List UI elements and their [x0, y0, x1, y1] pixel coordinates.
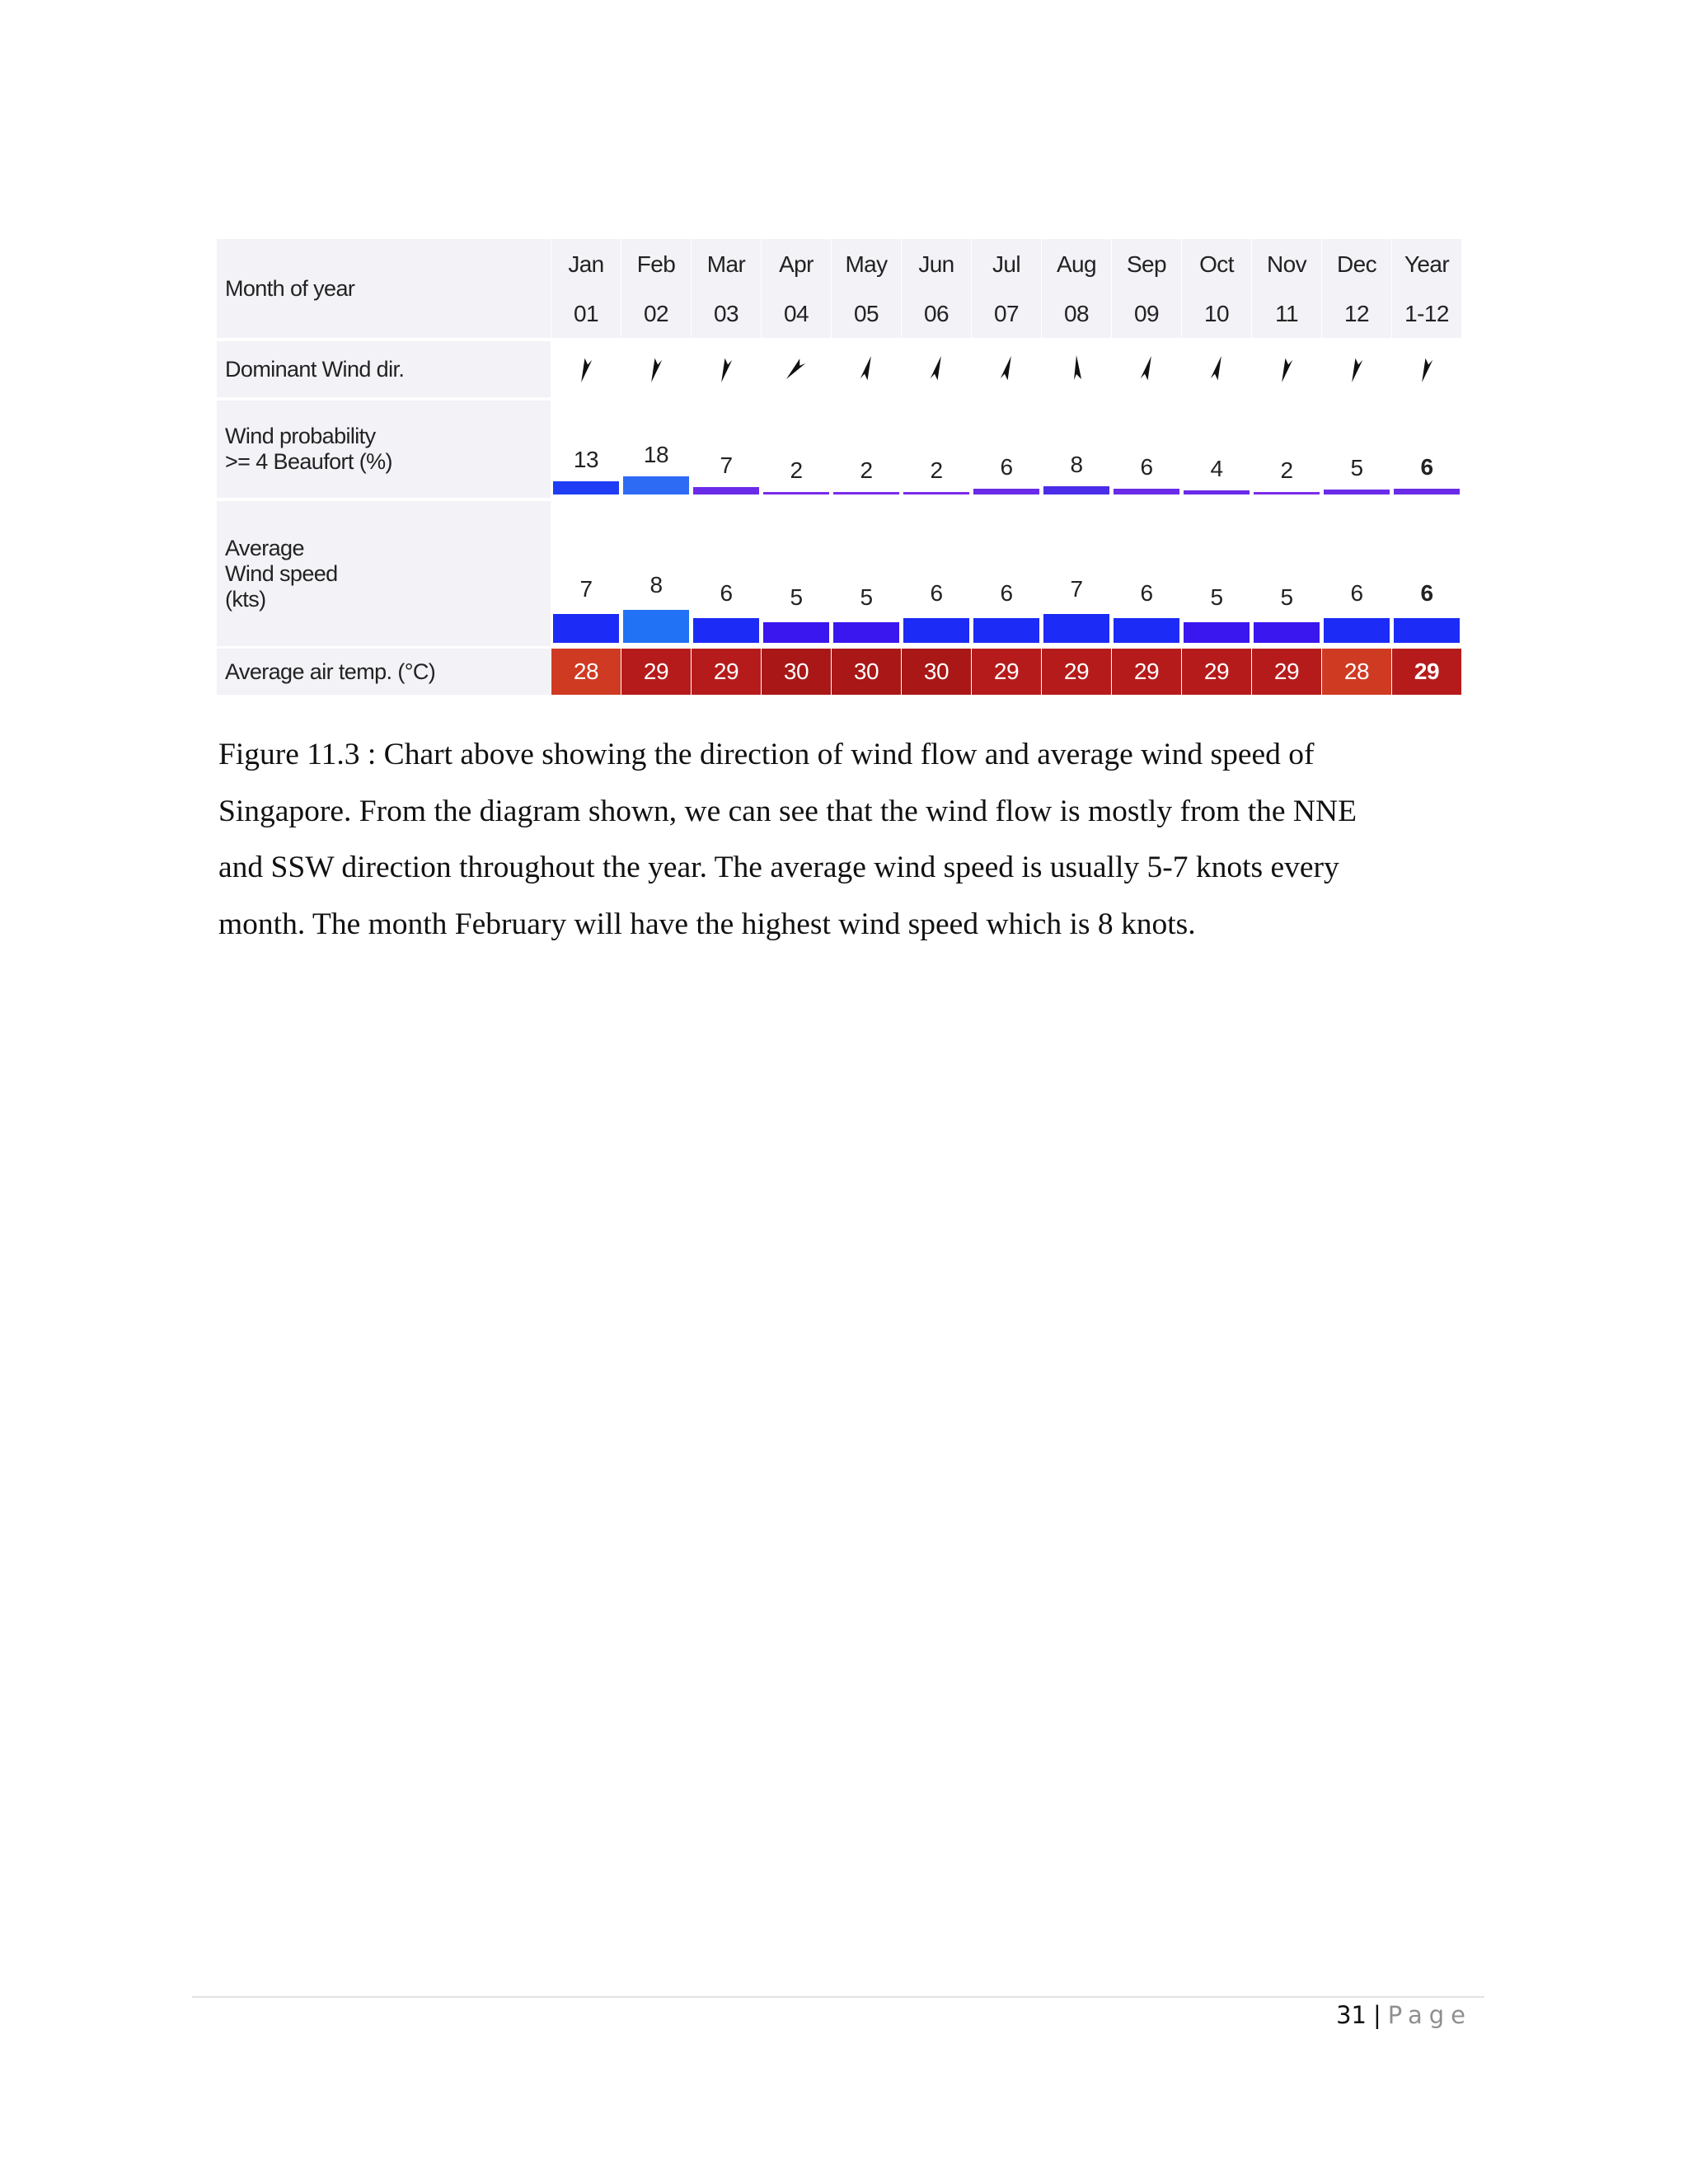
month-name-header: Year	[1392, 239, 1461, 290]
month-name-header: Apr	[762, 239, 831, 290]
arrow-ssw-icon	[714, 353, 738, 386]
arrow-ssw-icon	[1344, 353, 1369, 386]
wind-speed-value: 6	[720, 580, 733, 606]
wind-speed-label	[217, 501, 551, 646]
wind-speed-label-line: Wind speed	[225, 560, 338, 586]
wind-speed-cell	[1182, 501, 1251, 646]
wind-probability-cell	[1392, 401, 1461, 498]
caption-line: month. The month February will have the highest wind speed which is 8 knots.	[218, 907, 1196, 941]
wind-speed-value: 6	[1140, 580, 1153, 606]
wind-speed-label-line: (kts)	[225, 586, 266, 612]
arrow-ssw-icon	[1414, 353, 1439, 386]
month-name-header: May	[832, 239, 901, 290]
month-number-header: 11	[1252, 290, 1321, 338]
air-temp-cell: 28	[1322, 649, 1391, 695]
footer-divider	[192, 1996, 1484, 1998]
month-number-header: 07	[972, 290, 1041, 338]
month-number-header: 1-12	[1392, 290, 1461, 338]
wind-speed-cell	[1042, 501, 1111, 646]
wind-speed-value: 7	[579, 576, 593, 602]
arrow-ssw-icon	[1274, 353, 1299, 386]
wind-probability-value: 6	[1140, 453, 1153, 480]
wind-speed-value: 6	[930, 580, 943, 606]
month-number-header: 09	[1112, 290, 1181, 338]
wind-speed-bar	[553, 614, 619, 643]
month-name-header: Jun	[902, 239, 971, 290]
arrow-nne-icon	[1134, 353, 1159, 386]
wind-direction-cell	[1042, 341, 1111, 397]
wind-probability-bar	[1184, 490, 1250, 494]
wind-probability-bar	[903, 492, 969, 494]
wind-probability-bar	[553, 481, 619, 494]
wind-probability-cell	[1182, 401, 1251, 498]
air-temp-cell: 30	[902, 649, 971, 695]
air-temp-cell: 29	[972, 649, 1041, 695]
arrow-n-icon	[1064, 353, 1089, 386]
air-temp-label	[217, 649, 551, 695]
wind-probability-bar	[833, 492, 899, 494]
air-temp-cell: 29	[1252, 649, 1321, 695]
wind-speed-value: 7	[1070, 576, 1083, 602]
wind-speed-cell	[551, 501, 621, 646]
wind-statistics-table	[217, 239, 1470, 695]
wind-probability-value: 4	[1210, 456, 1223, 481]
wind-speed-cell	[1392, 501, 1461, 646]
wind-direction-cell	[972, 341, 1041, 397]
month-name-header: Nov	[1252, 239, 1321, 290]
wind-speed-bar	[973, 618, 1039, 643]
wind-direction-cell	[1252, 341, 1321, 397]
wind-probability-value: 7	[720, 452, 733, 479]
month-number-header: 03	[692, 290, 761, 338]
month-name-header: Aug	[1042, 239, 1111, 290]
wind-speed-bar	[693, 618, 759, 643]
wind-speed-cell	[692, 501, 761, 646]
wind-probability-value: 8	[1070, 452, 1083, 477]
month-name-header: Sep	[1112, 239, 1181, 290]
caption-line: Figure 11.3 : Chart above showing the direction of wind flow and average wind speed of	[218, 738, 1315, 771]
wind-speed-cell	[621, 501, 691, 646]
wind-speed-bar	[623, 610, 689, 643]
wind-probability-bar	[1114, 489, 1179, 495]
month-number-header: 10	[1182, 290, 1251, 338]
wind-probability-cell	[972, 401, 1041, 498]
wind-speed-bar	[1394, 618, 1460, 643]
wind-probability-value: 2	[860, 457, 873, 483]
wind-probability-value: 2	[930, 457, 943, 483]
wind-speed-cell	[972, 501, 1041, 646]
wind-probability-value: 18	[643, 441, 669, 467]
wind-speed-value: 8	[649, 572, 663, 598]
wind-speed-cell	[762, 501, 831, 646]
wind-probability-value: 5	[1350, 454, 1363, 480]
wind-speed-value: 6	[1000, 580, 1013, 606]
wind-speed-bar	[763, 622, 829, 643]
wind-speed-value: 5	[1210, 584, 1223, 610]
month-number-header: 05	[832, 290, 901, 338]
wind-speed-label-line: Average	[225, 535, 304, 560]
arrow-ssw-icon	[574, 353, 598, 386]
wind-direction-cell	[902, 341, 971, 397]
wind-probability-value: 2	[790, 457, 803, 483]
wind-direction-cell	[692, 341, 761, 397]
air-temp-cell: 29	[1112, 649, 1181, 695]
wind-probability-bar	[623, 476, 689, 495]
wind-speed-value: 6	[1420, 580, 1433, 606]
wind-probability-cell	[551, 401, 621, 498]
wind-direction-cell	[1322, 341, 1391, 397]
month-number-header: 06	[902, 290, 971, 338]
wind-speed-cell	[832, 501, 901, 646]
caption-line: Singapore. From the diagram shown, we can see that the wind flow is mostly from the NNE	[218, 794, 1357, 828]
air-temp-cell: 29	[1182, 649, 1251, 695]
month-name-header: Dec	[1322, 239, 1391, 290]
wind-probability-bar	[763, 492, 829, 494]
wind-probability-bar	[1394, 489, 1460, 495]
month-number-header: 04	[762, 290, 831, 338]
wind-probability-label-line: >= 4 Beaufort (%)	[225, 449, 392, 474]
wind-speed-value: 5	[790, 584, 803, 610]
footer-separator: |	[1373, 2001, 1381, 2029]
month-name-header: Feb	[621, 239, 691, 290]
wind-direction-label-text: Dominant Wind dir.	[225, 356, 405, 382]
wind-probability-cell	[1112, 401, 1181, 498]
page-word: Page	[1387, 2001, 1472, 2029]
wind-speed-cell	[1252, 501, 1321, 646]
air-temp-cell: 29	[621, 649, 691, 695]
air-temp-cell: 29	[1392, 649, 1461, 695]
month-of-year-label: Month of year	[217, 239, 551, 338]
arrow-ssw-icon	[644, 353, 668, 386]
wind-speed-bar	[1254, 622, 1320, 643]
wind-probability-bar	[1254, 492, 1320, 494]
arrow-sw-icon	[784, 353, 809, 386]
air-temp-cell: 30	[762, 649, 831, 695]
wind-speed-bar	[1043, 614, 1109, 643]
wind-speed-cell	[1112, 501, 1181, 646]
wind-probability-cell	[1042, 401, 1111, 498]
month-name-header: Oct	[1182, 239, 1251, 290]
wind-speed-value: 6	[1350, 580, 1363, 606]
wind-direction-cell	[1182, 341, 1251, 397]
month-name-header: Jan	[551, 239, 621, 290]
wind-probability-value: 2	[1280, 457, 1293, 483]
wind-probability-bar	[1324, 490, 1390, 494]
arrow-nne-icon	[1204, 353, 1229, 386]
air-temp-label-text: Average air temp. (°C)	[225, 658, 436, 684]
wind-probability-cell	[1322, 401, 1391, 498]
page-number: 31	[1336, 2001, 1367, 2029]
month-name-header: Mar	[692, 239, 761, 290]
wind-speed-bar	[1114, 618, 1179, 643]
wind-probability-value: 13	[573, 446, 599, 472]
arrow-nne-icon	[994, 353, 1019, 386]
wind-speed-value: 5	[1280, 584, 1293, 610]
month-name-header: Jul	[972, 239, 1041, 290]
wind-probability-label	[217, 401, 551, 498]
wind-probability-value: 6	[1420, 453, 1433, 480]
wind-speed-bar	[903, 618, 969, 643]
wind-direction-cell	[551, 341, 621, 397]
caption-line: and SSW direction throughout the year. The average wind speed is usually 5-7 knots every	[218, 851, 1339, 884]
air-temp-cell: 29	[1042, 649, 1111, 695]
wind-speed-bar	[1324, 618, 1390, 643]
month-number-header: 01	[551, 290, 621, 338]
arrow-nne-icon	[854, 353, 879, 386]
wind-speed-cell	[1322, 501, 1391, 646]
air-temp-cell: 28	[551, 649, 621, 695]
wind-probability-cell	[762, 401, 831, 498]
figure-caption	[218, 727, 1488, 953]
wind-probability-bar	[1043, 486, 1109, 494]
wind-speed-bar	[833, 622, 899, 643]
wind-direction-cell	[762, 341, 831, 397]
wind-direction-cell	[1392, 341, 1461, 397]
month-number-header: 08	[1042, 290, 1111, 338]
wind-direction-cell	[1112, 341, 1181, 397]
wind-speed-cell	[902, 501, 971, 646]
wind-probability-bar	[693, 487, 759, 494]
wind-probability-cell	[692, 401, 761, 498]
air-temp-cell: 30	[832, 649, 901, 695]
wind-probability-cell	[902, 401, 971, 498]
wind-speed-bar	[1184, 622, 1250, 643]
wind-probability-cell	[1252, 401, 1321, 498]
wind-probability-label-line: Wind probability	[225, 424, 376, 448]
month-number-header: 02	[621, 290, 691, 338]
wind-probability-cell	[621, 401, 691, 498]
month-number-header: 12	[1322, 290, 1391, 338]
wind-direction-label	[217, 341, 551, 397]
wind-direction-cell	[621, 341, 691, 397]
arrow-nne-icon	[924, 353, 949, 386]
wind-probability-bar	[973, 489, 1039, 495]
wind-probability-value: 6	[1000, 453, 1013, 480]
page-footer	[1336, 2001, 1472, 2029]
wind-direction-cell	[832, 341, 901, 397]
air-temp-cell: 29	[692, 649, 761, 695]
wind-speed-value: 5	[860, 584, 873, 610]
wind-probability-cell	[832, 401, 901, 498]
